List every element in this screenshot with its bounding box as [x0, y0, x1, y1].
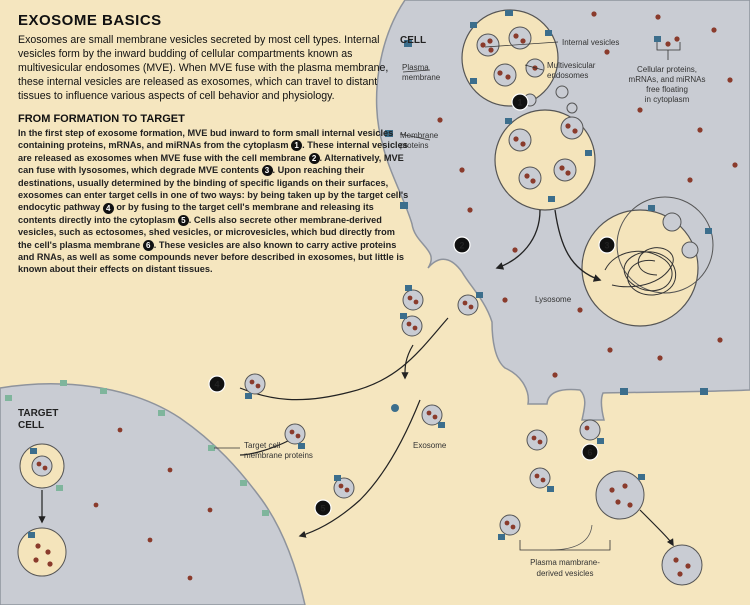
cell-label: CELL [400, 35, 427, 46]
body-segment: . Upon reaching their destinations, usually determined by the binding of specific ligands on their surfaces, exosomes can enter target cells in one of two ways: by being taken up by the target cell's endocytic pathway [18, 165, 409, 213]
internal-vesicles-label: Internal vesicles [562, 38, 620, 47]
step-6-label: 6 [587, 447, 593, 458]
cellular-label-2: mRNAs, and miRNAs [628, 75, 706, 84]
membrane-proteins-label-1: Membrane [400, 131, 439, 140]
step-badge: 4 [103, 203, 114, 214]
target-membrane-proteins-label-1: Target cell [244, 441, 281, 450]
cellular-label-1: Cellular proteins, [636, 65, 698, 74]
target-membrane-proteins-label-2: membrane proteins [244, 451, 313, 460]
step-3-label: 3 [604, 240, 610, 251]
step-badge: 5 [178, 215, 189, 226]
plasma-membrane-label-2: membrane [402, 73, 441, 82]
step-6-marker [582, 444, 598, 460]
plasma-membrane-label-1: Plasma [402, 63, 429, 72]
step-badge: 2 [309, 153, 320, 164]
mve-label-1: Multivesicular [547, 61, 596, 70]
body-segment: . Cells also secrete other membrane-derived vesicles, such as ectosomes, shed vesicles, or microvesicles, which bud directly from the cell's plasma membrane [18, 214, 395, 250]
step-5-marker [315, 500, 331, 516]
step-badge: 3 [262, 165, 273, 176]
intro-paragraph: Exosomes are small membrane vesicles secreted by most cell types. Internal vesicles form by the inward budding of cellular compartments known as multivesicular endosomes (MVE). When MVE fuse with the plasma membrane, these internal vesicles are released as exosomes, which can travel to distant tissues to influence various aspects of cell behavior and physiology. [18, 34, 389, 102]
pmdv-label-2: derived vesicles [536, 569, 594, 578]
body-segment: . Alternatively, MVE can fuse with lysosomes, which degrade MVE contents [18, 152, 404, 176]
step-4-marker [209, 376, 225, 392]
step-4-label: 4 [214, 379, 220, 390]
step-2-marker [454, 237, 470, 253]
body-segment: or by fusing to the target cell's membrane and releasing its contents directly into the cytoplasm [18, 202, 374, 225]
section-heading: FROM FORMATION TO TARGET [18, 113, 185, 125]
lysosome-label: Lysosome [535, 295, 572, 304]
body-paragraph [18, 127, 410, 276]
step-3-marker [599, 237, 615, 253]
membrane-proteins-label-2: proteins [400, 141, 429, 150]
step-5-label: 5 [320, 503, 326, 514]
target-cell-label-1: TARGET [18, 408, 59, 419]
body-segment: . These internal vesicles are released as exosomes when MVE fuse with the cell membrane [18, 140, 408, 163]
mve-label-2: endosomes [547, 71, 589, 80]
step-2-label: 2 [459, 240, 465, 251]
text-panel [18, 12, 410, 276]
step-1-marker [512, 94, 528, 110]
step-badge: 1 [291, 140, 302, 151]
page-title: EXOSOME BASICS [18, 12, 162, 29]
target-cell-label-2: CELL [18, 420, 45, 431]
body-segment: In the first step of exosome formation, MVE bud inward to form small internal vesicles containing proteins, mRNAs, and miRNAs from the cytoplasm [18, 128, 394, 151]
exosome-label: Exosome [413, 441, 447, 450]
pmdv-label-1: Plasma mambrane- [530, 558, 600, 567]
cellular-label-3: free floating [646, 85, 688, 94]
step-1-label: 1 [517, 97, 523, 108]
cellular-label-4: in cytoplasm [644, 95, 690, 104]
step-badge: 6 [143, 240, 154, 251]
body-segment: . These vesicles are also known to carry active proteins and RNAs, as well as some compounds never before described in exosomes, but little is known about their effects on distant tissues. [18, 239, 404, 275]
